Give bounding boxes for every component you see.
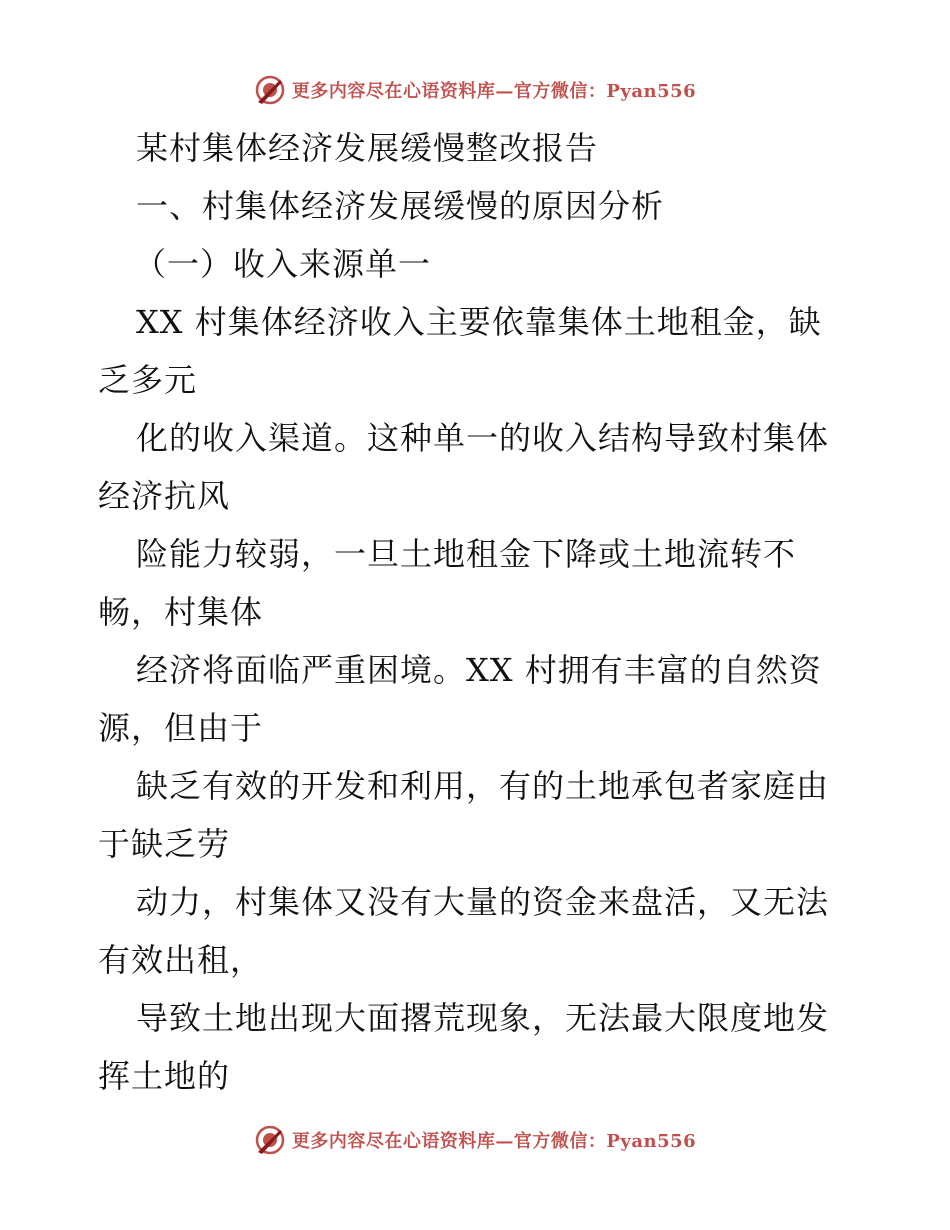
paragraph-line: 导致土地出现大面撂荒现象，无法最大限度地发 bbox=[136, 999, 830, 1037]
paragraph-line: 源，但由于 bbox=[98, 709, 264, 747]
paragraph-line: 经济抗风 bbox=[98, 477, 231, 515]
paragraph-line: XX 村集体经济收入主要依靠集体土地租金，缺 bbox=[136, 303, 822, 341]
paragraph-line: 挥土地的 bbox=[98, 1057, 231, 1095]
quill-logo-icon bbox=[254, 74, 286, 106]
paragraph-line: 动力，村集体又没有大量的资金来盘活，又无法 bbox=[136, 883, 830, 921]
document-title: 某村集体经济发展缓慢整改报告 bbox=[136, 129, 599, 167]
header-watermark bbox=[0, 70, 950, 110]
paragraph-line: 险能力较弱，一旦土地租金下降或土地流转不 bbox=[136, 535, 797, 573]
quill-logo-icon bbox=[254, 1124, 286, 1156]
paragraph-line: 化的收入渠道。这种单一的收入结构导致村集体 bbox=[136, 419, 830, 457]
paragraph-line: 经济将面临严重困境。XX 村拥有丰富的自然资 bbox=[136, 651, 822, 689]
section-heading: 一、村集体经济发展缓慢的原因分析 bbox=[136, 187, 665, 225]
watermark-text: 更多内容尽在心语资料库—官方微信：Pyan556 bbox=[291, 1131, 697, 1152]
paragraph-line: 有效出租， bbox=[98, 941, 264, 979]
footer-watermark bbox=[0, 1120, 950, 1160]
watermark-text: 更多内容尽在心语资料库—官方微信：Pyan556 bbox=[291, 81, 697, 102]
paragraph-line: 缺乏有效的开发和利用，有的土地承包者家庭由 bbox=[136, 767, 830, 805]
paragraph-line: 畅，村集体 bbox=[98, 593, 264, 631]
paragraph-line: 乏多元 bbox=[98, 361, 198, 399]
subsection-heading: （一）收入来源单一 bbox=[134, 245, 432, 283]
paragraph-line: 于缺乏劳 bbox=[98, 825, 231, 863]
